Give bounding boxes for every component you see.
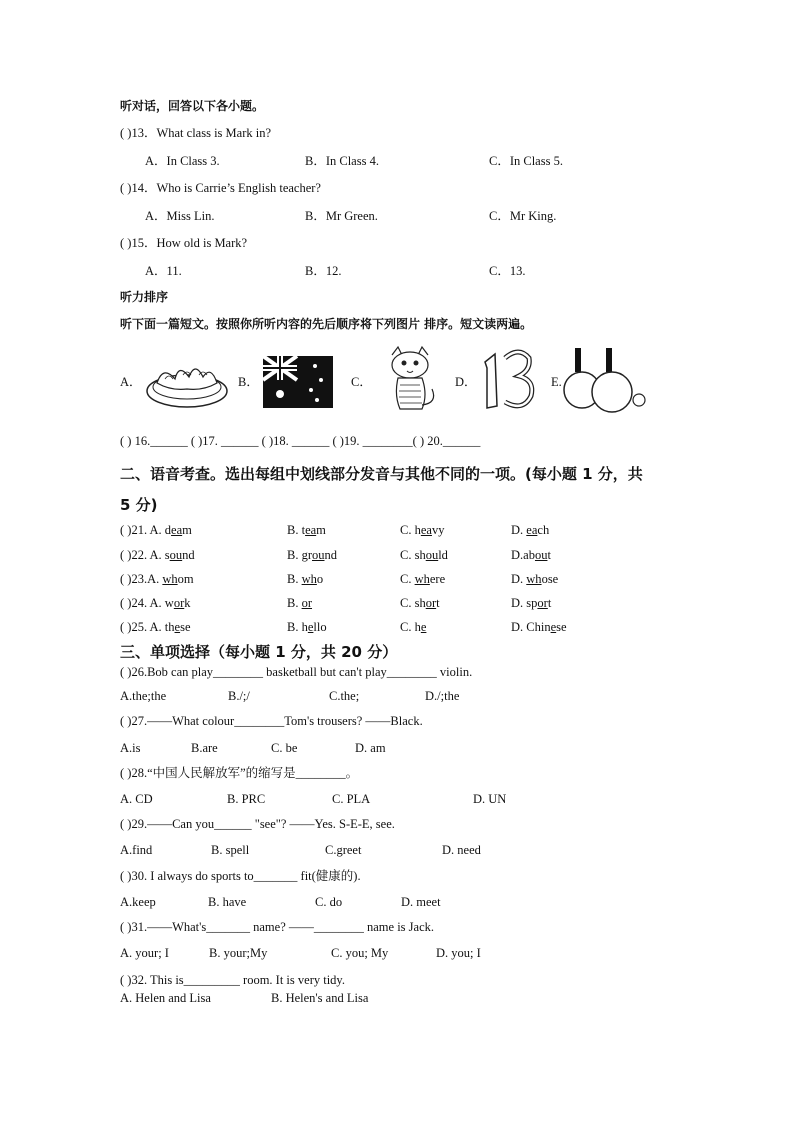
- rest: ch: [537, 523, 550, 537]
- phonics-21-num: ( )21. A. d: [120, 523, 172, 537]
- option-13-a: A．In Class 3.: [145, 154, 220, 168]
- pre: D. Chin: [511, 620, 551, 634]
- rest: o: [316, 572, 324, 586]
- option-15-b: B．12.: [305, 264, 342, 278]
- rest: om: [177, 572, 194, 586]
- phonics-21-d: [511, 522, 549, 538]
- option-29-a: A.find: [120, 843, 153, 857]
- cat-picture: [380, 345, 440, 417]
- rest: nd: [324, 548, 337, 562]
- option-27-b: B.are: [191, 741, 218, 755]
- underlined: or: [301, 596, 313, 610]
- question-13: ( )13．What class is Mark in?: [120, 126, 272, 140]
- option-26-a: A.the;the: [120, 689, 167, 703]
- option-26-c: C.the;: [329, 689, 360, 703]
- underlined: or: [425, 596, 437, 610]
- phonics-24-num: ( )24. A. w: [120, 596, 174, 610]
- phonics-23-b: [287, 571, 323, 587]
- underlined: e: [550, 620, 557, 634]
- option-28-d: D. UN: [473, 792, 507, 806]
- option-31-d: D. you; I: [436, 946, 481, 960]
- rest: ere: [429, 572, 446, 586]
- question-14: ( )14．Who is Carrie’s English teacher?: [120, 181, 321, 195]
- option-28-b: B. PRC: [227, 792, 266, 806]
- option-27-c: C. be: [271, 741, 298, 755]
- pre: B.: [287, 572, 302, 586]
- underlined: wh: [526, 572, 542, 586]
- rest: vy: [431, 523, 445, 537]
- option-28-c: C. PLA: [332, 792, 371, 806]
- section-heading-order: 听力排序: [120, 290, 169, 304]
- pre: B. h: [287, 620, 308, 634]
- option-27-a: A.is: [120, 741, 141, 755]
- option-29-c: C.greet: [325, 843, 362, 857]
- question-26: ( )26.Bob can play________ basketball but can't play________ violin.: [120, 665, 473, 679]
- question-27: ( )27.——What colour________Tom's trousers? ——Black.: [120, 714, 423, 728]
- pre: C.: [400, 572, 415, 586]
- option-30-b: B. have: [208, 895, 247, 909]
- option-29-b: B. spell: [211, 843, 250, 857]
- option-30-d: D. meet: [401, 895, 441, 909]
- phonics-24-c: [400, 595, 440, 611]
- rest: k: [184, 596, 191, 610]
- option-13-c: C．In Class 5.: [489, 154, 563, 168]
- rest: m: [182, 523, 192, 537]
- phonics-25-c: [400, 619, 426, 635]
- option-29-d: D. need: [442, 843, 481, 857]
- question-32: ( )32. This is_________ room. It is very tidy.: [120, 973, 345, 987]
- option-28-a: A. CD: [120, 792, 153, 806]
- phonics-21-c: [400, 522, 444, 538]
- option-31-b: B. your;My: [209, 946, 268, 960]
- underlined: wh: [414, 572, 430, 586]
- pre: C. sh: [400, 596, 426, 610]
- underlined: ou: [425, 548, 439, 562]
- phonics-24-d: [511, 595, 551, 611]
- rest: ose: [541, 572, 559, 586]
- australia-flag-picture: [263, 356, 333, 408]
- option-14-b: B．Mr Green.: [305, 209, 378, 223]
- underlined: ou: [534, 548, 548, 562]
- rest: t: [547, 548, 551, 562]
- underlined: ea: [171, 523, 183, 537]
- phonics-25-num: ( )25. A. th: [120, 620, 175, 634]
- pre: B. gr: [287, 548, 312, 562]
- option-32-b: B. Helen's and Lisa: [271, 991, 369, 1005]
- rest: m: [316, 523, 326, 537]
- option-15-c: C．13.: [489, 264, 526, 278]
- phonics-row-24: [120, 595, 191, 611]
- option-14-c: C．Mr King.: [489, 209, 557, 223]
- rest: t: [547, 596, 552, 610]
- underlined: or: [173, 596, 185, 610]
- question-28: ( )28.“中国人民解放军”的缩写是________。: [120, 766, 359, 780]
- option-15-a: A．11.: [145, 264, 182, 278]
- phonics-22-b: [287, 547, 337, 563]
- phonics-25-d: [511, 619, 567, 635]
- phonics-22-c: [400, 547, 448, 563]
- option-27-d: D. am: [355, 741, 386, 755]
- ping-pong-picture: [562, 346, 650, 418]
- option-31-c: C. you; My: [331, 946, 389, 960]
- question-29: ( )29.——Can you______ "see"? ——Yes. S-E-E, see.: [120, 817, 395, 831]
- number-13-picture: [479, 348, 539, 412]
- phonics-row-25: [120, 619, 191, 635]
- pre: D.: [511, 572, 527, 586]
- phonics-row-21: [120, 522, 192, 538]
- underlined: or: [537, 596, 548, 610]
- option-26-b: B./;/: [228, 689, 250, 703]
- picture-label-c: C．: [351, 375, 372, 389]
- order-answer-blanks: ( ) 16.______ ( )17. ______ ( )18. ______ ( )19. ________( ) 20.______: [120, 434, 481, 448]
- rest: se: [180, 620, 191, 634]
- section3-title: 三、单项选择（每小题 1 分，共 20 分）: [120, 643, 398, 661]
- section2-title-line1: 二、语音考查。选出每组中划线部分发音与其他不同的一项。(每小题 1 分，共: [120, 465, 643, 483]
- section2-title-line2: 5 分): [120, 496, 158, 514]
- underlined: wh: [162, 572, 178, 586]
- picture-label-d: D．: [455, 375, 477, 389]
- dumplings-picture: [143, 355, 231, 411]
- pre: C. h: [400, 523, 421, 537]
- picture-label-e: E.: [551, 375, 562, 389]
- pre: D.: [511, 523, 527, 537]
- order-instruction: 听下面一篇短文。按照你所听内容的先后顺序将下列图片 排序。短文读两遍。: [120, 317, 533, 331]
- rest: se: [556, 620, 567, 634]
- rest: t: [436, 596, 440, 610]
- option-32-a: A. Helen and Lisa: [120, 991, 211, 1005]
- picture-label-a: A．: [120, 375, 142, 389]
- underlined: ea: [420, 523, 432, 537]
- phonics-23-c: [400, 571, 445, 587]
- pre: B.: [287, 596, 302, 610]
- option-14-a: A．Miss Lin.: [145, 209, 215, 223]
- question-31: ( )31.——What's_______ name? ——________ name is Jack.: [120, 920, 434, 934]
- pre: C. h: [400, 620, 421, 634]
- pre: C. sh: [400, 548, 426, 562]
- phonics-22-d: [511, 547, 551, 563]
- option-30-a: A.keep: [120, 895, 156, 909]
- question-15: ( )15．How old is Mark?: [120, 236, 248, 250]
- phonics-21-b: [287, 522, 326, 538]
- underlined: e: [307, 620, 314, 634]
- underlined: ou: [169, 548, 183, 562]
- pre: D.ab: [511, 548, 535, 562]
- phonics-23-d: [511, 571, 558, 587]
- question-30: ( )30. I always do sports to_______ fit(健康的).: [120, 869, 361, 883]
- phonics-25-b: [287, 619, 327, 635]
- phonics-row-23: [120, 571, 194, 587]
- phonics-23-num: ( )23.A.: [120, 572, 163, 586]
- rest: llo: [313, 620, 327, 634]
- option-30-c: C. do: [315, 895, 343, 909]
- phonics-22-num: ( )22. A. s: [120, 548, 170, 562]
- underlined: ea: [305, 523, 317, 537]
- phonics-24-b: [287, 595, 312, 611]
- underlined: ou: [312, 548, 325, 562]
- phonics-row-22: [120, 547, 195, 563]
- pre: D. sp: [511, 596, 538, 610]
- underlined: ea: [526, 523, 538, 537]
- underlined: e: [420, 620, 427, 634]
- option-13-b: B．In Class 4.: [305, 154, 379, 168]
- rest: nd: [182, 548, 195, 562]
- underlined: wh: [301, 572, 317, 586]
- rest: ld: [438, 548, 448, 562]
- section-heading-dialog: 听对话，回答以下各小题。: [120, 99, 265, 113]
- picture-label-b: B．: [238, 375, 259, 389]
- pre: B. t: [287, 523, 306, 537]
- underlined: e: [174, 620, 181, 634]
- option-31-a: A. your; I: [120, 946, 169, 960]
- option-26-d: D./;the: [425, 689, 460, 703]
